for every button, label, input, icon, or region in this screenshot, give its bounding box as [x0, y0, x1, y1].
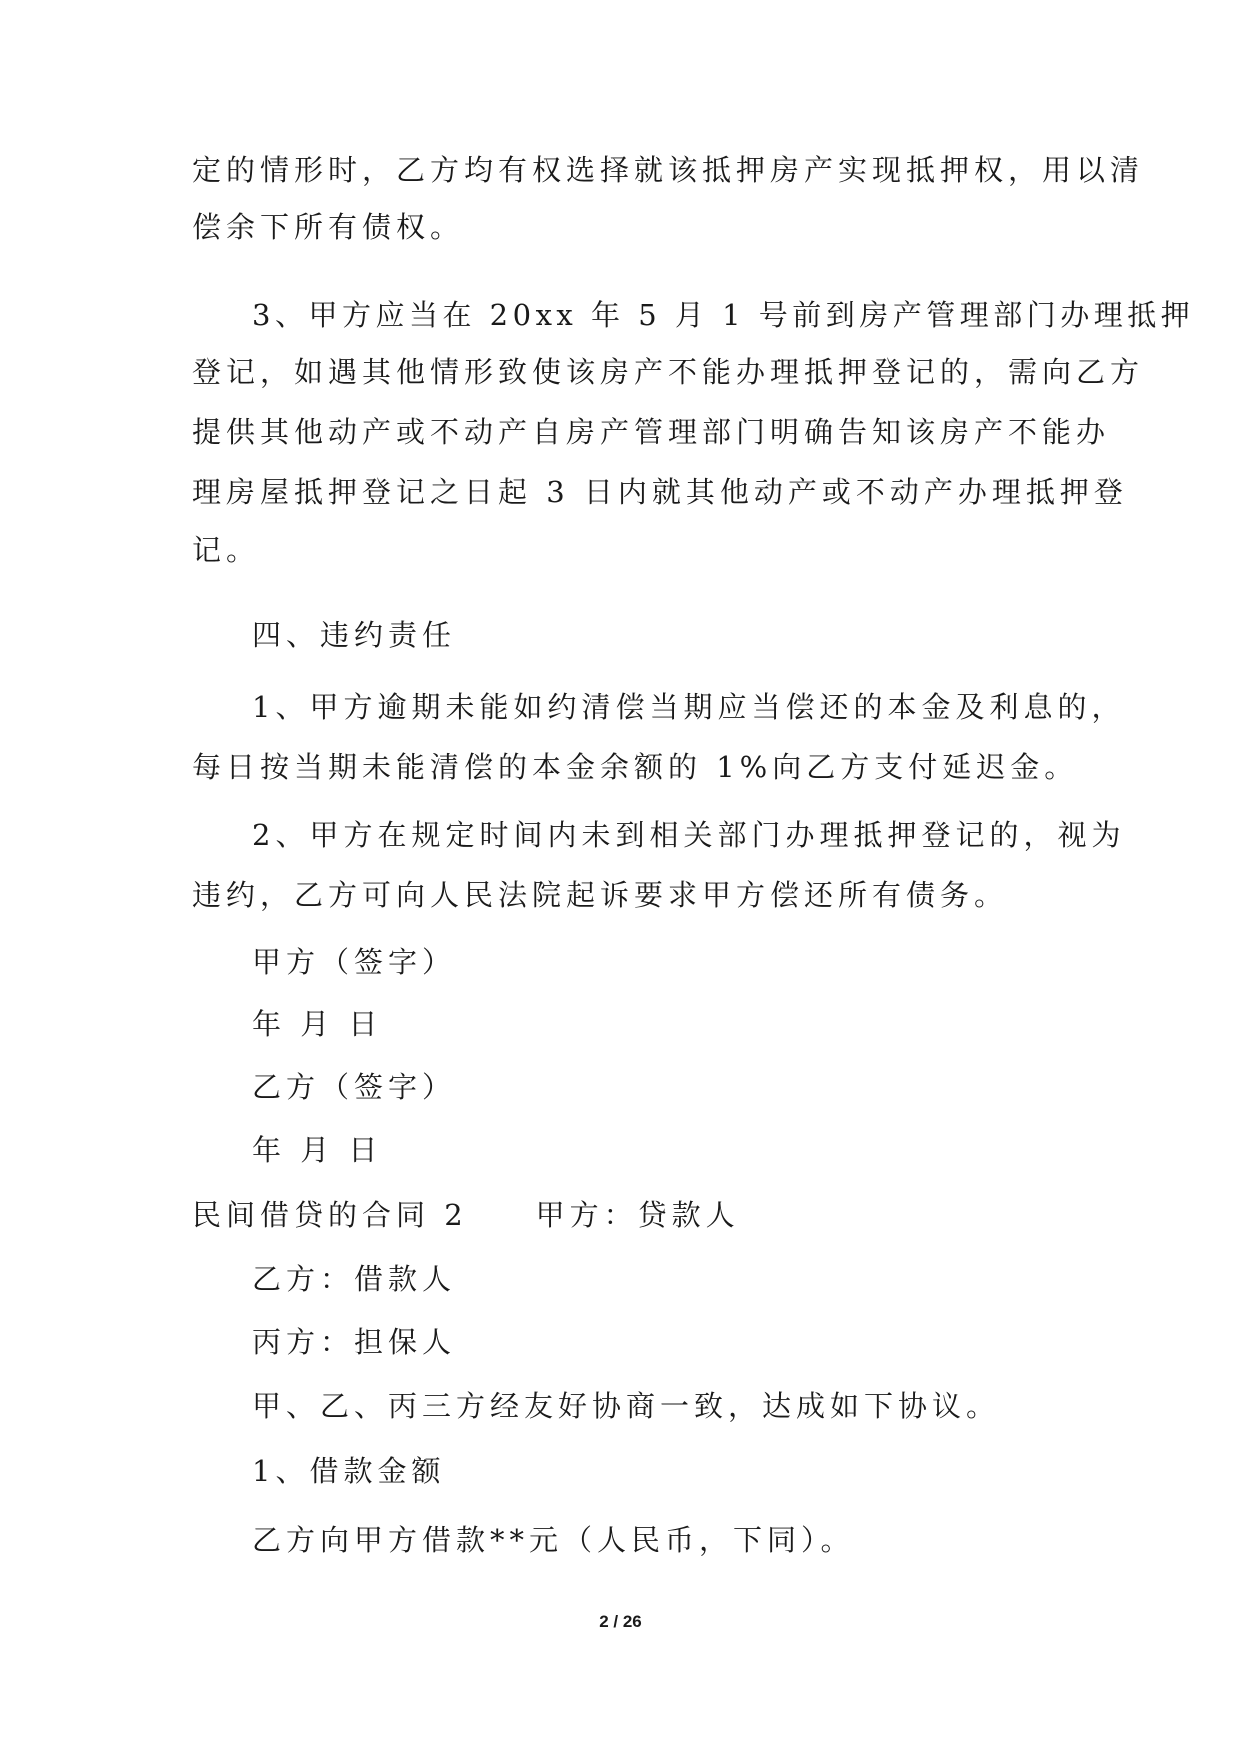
- paragraph-line: 违约，乙方可向人民法院起诉要求甲方偿还所有债务。: [192, 878, 1009, 912]
- clause-2-line: 2、甲方在规定时间内未到相关部门办理抵押登记的，视为: [252, 818, 1126, 852]
- date-line: 年 月 日: [252, 1007, 383, 1041]
- paragraph-line: 乙方向甲方借款**元（人民币，下同）。: [252, 1523, 855, 1557]
- party-line: 乙方：借款人: [252, 1262, 457, 1296]
- paragraph-line: 登记，如遇其他情形致使该房产不能办理抵押登记的，需向乙方: [192, 355, 1145, 389]
- paragraph-line: 记。: [192, 533, 261, 567]
- paragraph-line: 偿余下所有债权。: [192, 210, 465, 244]
- paragraph-line: 提供其他动产或不动产自房产管理部门明确告知该房产不能办: [192, 415, 1111, 449]
- clause-3-line: 3、甲方应当在 20xx 年 5 月 1 号前到房产管理部门办理抵押: [252, 298, 1195, 332]
- clause-1-line: 1、甲方逾期未能如约清偿当期应当偿还的本金及利息的，: [252, 690, 1126, 724]
- paragraph-line: 定的情形时，乙方均有权选择就该抵押房产实现抵押权，用以清: [192, 153, 1145, 187]
- signature-line-party-a: 甲方（签字）: [252, 945, 457, 979]
- signature-line-party-b: 乙方（签字）: [252, 1070, 457, 1104]
- party-line: 丙方：担保人: [252, 1325, 457, 1359]
- paragraph-line: 每日按当期未能清偿的本金余额的 1%向乙方支付延迟金。: [192, 750, 1079, 784]
- section-heading: 四、违约责任: [252, 618, 457, 652]
- contract-title-line: 民间借贷的合同 2 甲方：贷款人: [192, 1198, 740, 1232]
- agreement-intro: 甲、乙、丙三方经友好协商一致，达成如下协议。: [252, 1389, 1001, 1423]
- date-line: 年 月 日: [252, 1133, 383, 1167]
- page-number: 2 / 26: [599, 1612, 642, 1631]
- paragraph-line: 理房屋抵押登记之日起 3 日内就其他动产或不动产办理抵押登: [192, 475, 1128, 509]
- clause-heading: 1、借款金额: [252, 1454, 446, 1488]
